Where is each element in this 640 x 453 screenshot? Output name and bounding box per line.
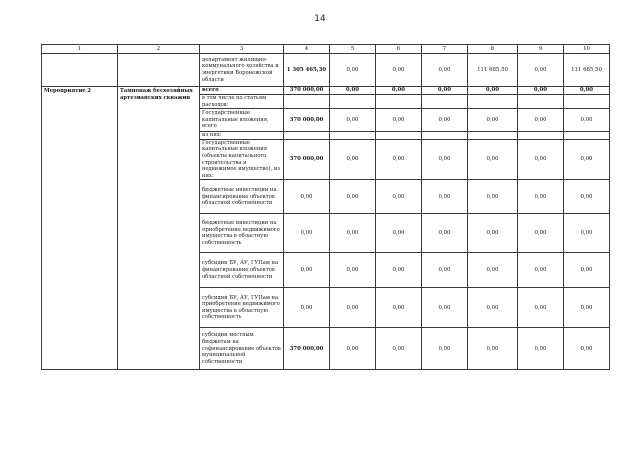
value-cell: 0,00: [518, 288, 564, 328]
value-cell: 0,00: [376, 180, 422, 214]
source-cell: из них:: [200, 132, 284, 140]
value-cell: 0,00: [564, 109, 610, 132]
value-cell: [422, 95, 468, 109]
value-cell: 111 685,50: [564, 54, 610, 87]
value-cell: 0,00: [330, 54, 376, 87]
value-cell: 0,00: [284, 214, 330, 253]
value-cell: 0,00: [376, 54, 422, 87]
source-cell: субсидии местным бюджетам на софинансирование объектов муниципальной собственности: [200, 328, 284, 370]
value-cell: [468, 132, 518, 140]
value-cell: 0,00: [518, 109, 564, 132]
value-cell: 0,00: [518, 328, 564, 370]
value-cell: 0,00: [518, 253, 564, 288]
empty-cell: [118, 54, 200, 87]
value-cell: [518, 95, 564, 109]
value-cell: 0,00: [518, 54, 564, 87]
column-number: 4: [284, 45, 330, 54]
column-number: 8: [468, 45, 518, 54]
value-cell: 0,00: [564, 180, 610, 214]
value-cell: 0,00: [376, 288, 422, 328]
source-cell: департамент жилищно-коммунального хозяйства и энергетики Воронежской области: [200, 54, 284, 87]
value-cell: 0,00: [330, 214, 376, 253]
empty-cell: [42, 54, 118, 87]
value-cell: [330, 132, 376, 140]
value-cell: 0,00: [468, 180, 518, 214]
value-cell: 0,00: [564, 87, 610, 95]
source-cell: субсидии БУ, АУ, ГУПам на финансирование объектов областной собственности: [200, 253, 284, 288]
value-cell: 0,00: [468, 87, 518, 95]
value-cell: 0,00: [422, 87, 468, 95]
value-cell: 0,00: [468, 109, 518, 132]
value-cell: 370 000,00: [284, 109, 330, 132]
source-cell: бюджетные инвестиции на приобретение недвижимого имущества в областную собственность: [200, 214, 284, 253]
source-cell: Государственные капитальные вложения (объекты капитального строительства и недвижимое имущество), из них:: [200, 139, 284, 180]
value-cell: 0,00: [422, 109, 468, 132]
value-cell: 0,00: [330, 288, 376, 328]
value-cell: 0,00: [468, 253, 518, 288]
value-cell: 0,00: [422, 180, 468, 214]
value-cell: 0,00: [468, 139, 518, 180]
column-number: 5: [330, 45, 376, 54]
value-cell: 0,00: [376, 109, 422, 132]
value-cell: 111 685,50: [468, 54, 518, 87]
value-cell: 0,00: [564, 139, 610, 180]
value-cell: 0,00: [376, 139, 422, 180]
value-cell: 0,00: [518, 139, 564, 180]
value-cell: [284, 95, 330, 109]
value-cell: [376, 132, 422, 140]
value-cell: 0,00: [422, 328, 468, 370]
value-cell: 0,00: [330, 328, 376, 370]
column-number: 6: [376, 45, 422, 54]
value-cell: 370 000,00: [284, 87, 330, 95]
source-cell: в том числе по статьям расходов:: [200, 95, 284, 109]
page-number: 14: [314, 14, 326, 24]
value-cell: 0,00: [422, 214, 468, 253]
value-cell: 0,00: [376, 87, 422, 95]
value-cell: 0,00: [330, 139, 376, 180]
value-cell: [330, 95, 376, 109]
value-cell: [518, 132, 564, 140]
column-number: 9: [518, 45, 564, 54]
value-cell: 0,00: [518, 180, 564, 214]
value-cell: 0,00: [564, 288, 610, 328]
value-cell: 1 305 465,30: [284, 54, 330, 87]
value-cell: [564, 132, 610, 140]
value-cell: 0,00: [422, 288, 468, 328]
carry-over-row: [42, 54, 610, 87]
value-cell: 0,00: [284, 253, 330, 288]
value-cell: 0,00: [330, 109, 376, 132]
value-cell: 0,00: [422, 253, 468, 288]
budget-table: [41, 44, 610, 370]
source-cell: всего: [200, 87, 284, 95]
column-number: 7: [422, 45, 468, 54]
value-cell: 0,00: [376, 214, 422, 253]
value-cell: 0,00: [330, 253, 376, 288]
value-cell: 0,00: [518, 87, 564, 95]
value-cell: [284, 132, 330, 140]
value-cell: 0,00: [564, 328, 610, 370]
value-cell: 0,00: [284, 288, 330, 328]
measure-label: Мероприятие 2: [42, 87, 118, 370]
value-cell: [376, 95, 422, 109]
value-cell: [422, 132, 468, 140]
source-cell: бюджетные инвестиции на финансирование объектов областной собственности: [200, 180, 284, 214]
value-cell: 370 000,00: [284, 328, 330, 370]
value-cell: 370 000,00: [284, 139, 330, 180]
column-number: 2: [118, 45, 200, 54]
value-cell: 0,00: [376, 253, 422, 288]
value-cell: [468, 95, 518, 109]
value-cell: 0,00: [468, 214, 518, 253]
value-cell: 0,00: [518, 214, 564, 253]
column-number-row: [42, 45, 610, 54]
value-cell: 0,00: [468, 328, 518, 370]
table-row: [42, 87, 610, 95]
value-cell: 0,00: [422, 139, 468, 180]
value-cell: 0,00: [564, 214, 610, 253]
column-number: 10: [564, 45, 610, 54]
source-cell: Государственные капитальные вложения, всего: [200, 109, 284, 132]
value-cell: 0,00: [330, 180, 376, 214]
value-cell: [564, 95, 610, 109]
measure-name: Тампонаж бесхозяйных артезианских скважин: [118, 87, 200, 370]
table-body: [42, 45, 610, 370]
value-cell: 0,00: [468, 288, 518, 328]
value-cell: 0,00: [564, 253, 610, 288]
value-cell: 0,00: [376, 328, 422, 370]
value-cell: 0,00: [330, 87, 376, 95]
column-number: 3: [200, 45, 284, 54]
source-cell: субсидии БУ, АУ, ГУПам на приобретение недвижимого имущества в областную собственность: [200, 288, 284, 328]
value-cell: 0,00: [284, 180, 330, 214]
value-cell: 0,00: [422, 54, 468, 87]
column-number: 1: [42, 45, 118, 54]
